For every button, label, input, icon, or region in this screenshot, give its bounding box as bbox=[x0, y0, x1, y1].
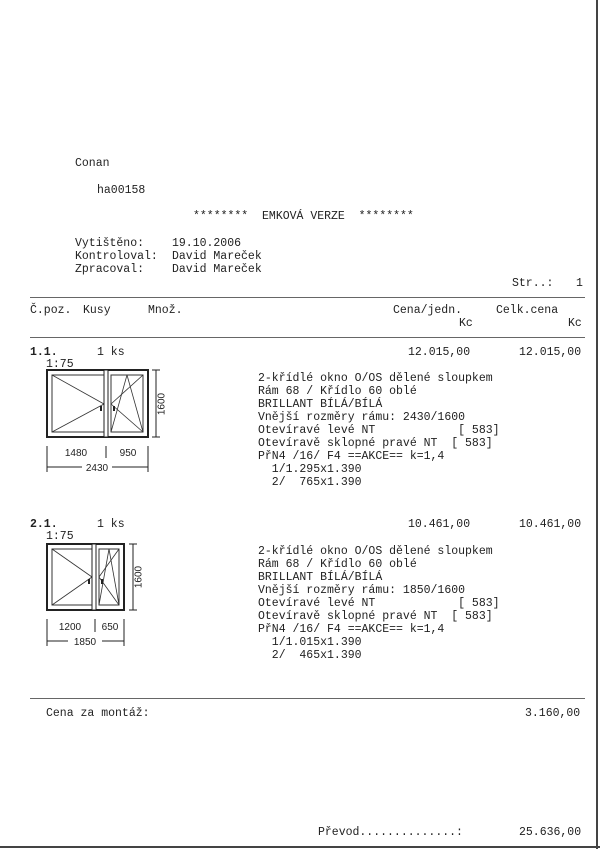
col-position: Č.poz. bbox=[30, 304, 72, 317]
dim-total-width: 2430 bbox=[85, 463, 109, 474]
processed-label: Zpracoval: bbox=[75, 263, 145, 276]
col-unit-price: Cena/jedn. bbox=[393, 304, 463, 317]
window-drawing bbox=[40, 368, 190, 478]
right-sash bbox=[99, 549, 119, 605]
description-line: 2-křídlé okno O/OS dělené sloupkem bbox=[258, 545, 493, 558]
assembly-label: Cena za montáž: bbox=[46, 707, 150, 720]
col-quantity: Množ. bbox=[148, 304, 183, 317]
transfer-amount: 25.636,00 bbox=[519, 826, 582, 839]
columns-divider bbox=[30, 337, 585, 338]
printed-date: 19.10.2006 bbox=[172, 237, 242, 250]
window-drawing bbox=[40, 542, 190, 652]
left-sash bbox=[52, 549, 92, 605]
checked-label: Kontroloval: bbox=[75, 250, 158, 263]
company-name: Conan bbox=[75, 157, 110, 170]
col-total-currency: Kc bbox=[568, 317, 582, 330]
description-line: Otevíravé levé NT [ 583] bbox=[258, 424, 500, 437]
description-line: Rám 68 / Křídlo 60 oblé bbox=[258, 385, 417, 398]
transfer-label: Převod..............: bbox=[318, 826, 463, 839]
description-line: Rám 68 / Křídlo 60 oblé bbox=[258, 558, 417, 571]
dim-height: 1600 bbox=[156, 392, 168, 416]
header-divider bbox=[30, 297, 585, 298]
document-code: ha00158 bbox=[97, 184, 146, 197]
description-line: 2-křídlé okno O/OS dělené sloupkem bbox=[258, 372, 493, 385]
items-divider bbox=[30, 698, 585, 699]
description-line: BRILLANT BÍLÁ/BÍLÁ bbox=[258, 571, 383, 584]
dim-height: 1600 bbox=[133, 565, 145, 589]
item-pieces: 1 ks bbox=[97, 346, 125, 359]
page-edge-right bbox=[596, 0, 598, 849]
description-line: PřN4 /16/ F4 ==AKCE== k=1,4 bbox=[258, 623, 445, 636]
col-total: Celk.cena bbox=[496, 304, 559, 317]
description-line: PřN4 /16/ F4 ==AKCE== k=1,4 bbox=[258, 450, 445, 463]
item-total-price: 12.015,00 bbox=[519, 346, 582, 359]
col-unit-price-currency: Kc bbox=[459, 317, 473, 330]
description-line: 2/ 765x1.390 bbox=[258, 476, 362, 489]
description-line: BRILLANT BÍLÁ/BÍLÁ bbox=[258, 398, 383, 411]
col-pieces: Kusy bbox=[83, 304, 111, 317]
dim-right-width: 650 bbox=[101, 622, 119, 633]
left-sash bbox=[52, 375, 104, 432]
item-unit-price: 10.461,00 bbox=[408, 518, 471, 531]
printed-label: Vytištěno: bbox=[75, 237, 145, 250]
item-total-price: 10.461,00 bbox=[519, 518, 582, 531]
description-line: Vnější rozměry rámu: 1850/1600 bbox=[258, 584, 466, 597]
drawing-scale: 1:75 bbox=[46, 358, 74, 371]
description-line: Vnější rozměry rámu: 2430/1600 bbox=[258, 411, 466, 424]
drawing-scale: 1:75 bbox=[46, 530, 74, 543]
dim-right-width: 950 bbox=[119, 448, 137, 459]
description-line: Otevíravě sklopné pravé NT [ 583] bbox=[258, 610, 493, 623]
description-line: Otevíravě sklopné pravé NT [ 583] bbox=[258, 437, 493, 450]
right-sash bbox=[111, 375, 143, 432]
description-line: 2/ 465x1.390 bbox=[258, 649, 362, 662]
item-position: 1.1. bbox=[30, 346, 58, 359]
page-label: Str..: bbox=[512, 277, 554, 290]
item-position: 2.1. bbox=[30, 518, 58, 531]
page-edge-bottom bbox=[0, 846, 600, 848]
page-number: 1 bbox=[576, 277, 583, 290]
dim-left-width: 1200 bbox=[58, 622, 82, 633]
description-line: 1/1.015x1.390 bbox=[258, 636, 362, 649]
item-unit-price: 12.015,00 bbox=[408, 346, 471, 359]
description-line: 1/1.295x1.390 bbox=[258, 463, 362, 476]
processed-name: David Mareček bbox=[172, 263, 262, 276]
checked-name: David Mareček bbox=[172, 250, 262, 263]
description-line: Otevíravé levé NT [ 583] bbox=[258, 597, 500, 610]
item-pieces: 1 ks bbox=[97, 518, 125, 531]
dim-left-width: 1480 bbox=[64, 448, 88, 459]
assembly-price: 3.160,00 bbox=[525, 707, 581, 720]
dim-total-width: 1850 bbox=[73, 637, 97, 648]
version-title: ******** EMKOVÁ VERZE ******** bbox=[193, 210, 414, 223]
